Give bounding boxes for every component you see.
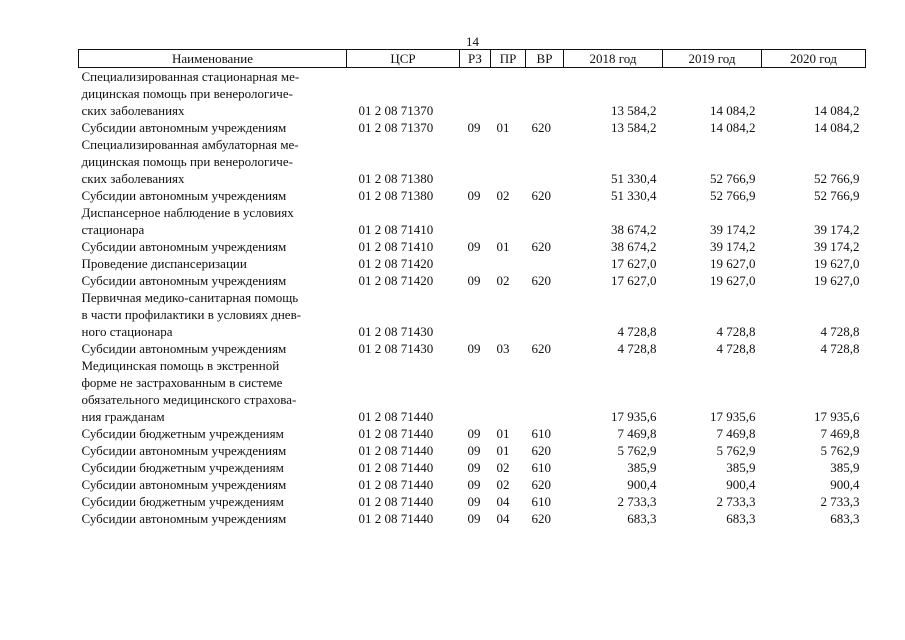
row-vr: 620 xyxy=(531,511,551,526)
row-name xyxy=(79,187,347,204)
row-name-line: Медицинская помощь в экстренной xyxy=(81,358,280,373)
row-rz xyxy=(460,68,491,120)
row-2020: 19 627,0 xyxy=(814,273,860,288)
row-rz: 09 xyxy=(467,426,481,441)
table-row xyxy=(79,442,866,459)
row-name-line: Субсидии бюджетным учреждениям xyxy=(81,494,284,509)
table-row xyxy=(79,187,866,204)
row-csr: 01 2 08 71380 xyxy=(358,171,434,186)
row-2020: 39 174,2 xyxy=(814,222,860,237)
row-name xyxy=(79,68,347,120)
table-row xyxy=(79,255,866,272)
page-number: 14 xyxy=(466,34,479,49)
row-vr xyxy=(526,136,564,187)
table-row xyxy=(79,289,866,340)
row-name-line: Субсидии автономным учреждениям xyxy=(81,477,287,492)
row-2019: 19 627,0 xyxy=(710,273,756,288)
row-2018: 38 674,2 xyxy=(611,222,657,237)
row-2018: 900,4 xyxy=(627,477,657,492)
header-2019: 2019 год xyxy=(663,50,762,68)
row-2020: 7 469,8 xyxy=(820,426,860,441)
header-2018: 2018 год xyxy=(564,50,663,68)
row-name-line: дицинская помощь при венерологиче- xyxy=(81,86,293,101)
row-name-line: обязательного медицинского страхова- xyxy=(81,392,297,407)
row-name-line: Субсидии автономным учреждениям xyxy=(81,188,287,203)
row-pr: 04 xyxy=(496,511,510,526)
row-name xyxy=(79,442,347,459)
row-name-line: форме не застрахованным в системе xyxy=(81,375,283,390)
row-name-line: Субсидии автономным учреждениям xyxy=(81,273,287,288)
row-vr: 620 xyxy=(531,341,551,356)
row-2019: 7 469,8 xyxy=(716,426,756,441)
row-name-line: Субсидии бюджетным учреждениям xyxy=(81,426,284,441)
row-name-line: в части профилактики в условиях днев- xyxy=(81,307,302,322)
row-vr: 610 xyxy=(531,460,551,475)
row-rz: 09 xyxy=(467,239,481,254)
row-csr: 01 2 08 71440 xyxy=(358,409,434,424)
row-name-line: стационара xyxy=(81,222,145,237)
table-row xyxy=(79,238,866,255)
row-vr xyxy=(526,68,564,120)
budget-table xyxy=(78,49,866,527)
row-vr: 620 xyxy=(531,477,551,492)
row-name xyxy=(79,357,347,425)
row-pr: 01 xyxy=(496,443,510,458)
row-name xyxy=(79,255,347,272)
row-name xyxy=(79,510,347,527)
row-pr xyxy=(491,255,526,272)
row-rz: 09 xyxy=(467,273,481,288)
row-csr: 01 2 08 71370 xyxy=(358,103,434,118)
row-2018: 13 584,2 xyxy=(611,103,657,118)
row-2019: 14 084,2 xyxy=(710,103,756,118)
row-name xyxy=(79,340,347,357)
row-name-line: дицинская помощь при венерологиче- xyxy=(81,154,293,169)
row-name-line: ских заболеваниях xyxy=(81,103,185,118)
row-csr: 01 2 08 71430 xyxy=(358,324,434,339)
row-rz xyxy=(460,357,491,425)
row-rz xyxy=(460,289,491,340)
row-csr: 01 2 08 71380 xyxy=(358,188,434,203)
row-csr: 01 2 08 71420 xyxy=(358,273,434,288)
row-name xyxy=(79,136,347,187)
row-rz: 09 xyxy=(467,341,481,356)
row-pr: 03 xyxy=(496,341,510,356)
row-csr: 01 2 08 71410 xyxy=(358,222,434,237)
row-name-line: Субсидии автономным учреждениям xyxy=(81,120,287,135)
header-vr: ВР xyxy=(526,50,564,68)
row-name-line: Субсидии автономным учреждениям xyxy=(81,511,287,526)
row-2018: 13 584,2 xyxy=(611,120,657,135)
row-2020: 14 084,2 xyxy=(814,103,860,118)
table-row xyxy=(79,119,866,136)
table-row xyxy=(79,476,866,493)
row-rz: 09 xyxy=(467,188,481,203)
row-csr: 01 2 08 71440 xyxy=(358,494,434,509)
row-csr: 01 2 08 71370 xyxy=(358,120,434,135)
row-2020: 4 728,8 xyxy=(820,324,860,339)
row-name-line: Субсидии автономным учреждениям xyxy=(81,239,287,254)
table-row xyxy=(79,510,866,527)
row-2018: 385,9 xyxy=(627,460,657,475)
row-2018: 17 627,0 xyxy=(611,256,657,271)
row-rz: 09 xyxy=(467,477,481,492)
header-name: Наименование xyxy=(79,50,347,68)
row-rz xyxy=(460,136,491,187)
row-rz: 09 xyxy=(467,494,481,509)
row-pr: 01 xyxy=(496,426,510,441)
row-2019: 39 174,2 xyxy=(710,222,756,237)
row-2018: 4 728,8 xyxy=(617,324,657,339)
table-row xyxy=(79,425,866,442)
row-2019: 683,3 xyxy=(726,511,756,526)
header-csr: ЦСР xyxy=(347,50,460,68)
row-2020: 14 084,2 xyxy=(814,120,860,135)
row-2020: 5 762,9 xyxy=(820,443,860,458)
row-name xyxy=(79,238,347,255)
row-name-line: Субсидии автономным учреждениям xyxy=(81,341,287,356)
row-pr xyxy=(491,204,526,238)
row-2020: 52 766,9 xyxy=(814,188,860,203)
row-2018: 17 935,6 xyxy=(611,409,657,424)
row-2018: 5 762,9 xyxy=(617,443,657,458)
row-2018: 51 330,4 xyxy=(611,188,657,203)
row-2019: 4 728,8 xyxy=(716,341,756,356)
row-2018: 17 627,0 xyxy=(611,273,657,288)
row-2019: 19 627,0 xyxy=(710,256,756,271)
row-csr: 01 2 08 71430 xyxy=(358,341,434,356)
row-rz xyxy=(460,204,491,238)
table-header xyxy=(79,50,866,68)
table-row xyxy=(79,204,866,238)
header-pr: ПР xyxy=(491,50,526,68)
row-2019: 4 728,8 xyxy=(716,324,756,339)
row-pr xyxy=(491,68,526,120)
row-vr: 620 xyxy=(531,273,551,288)
row-rz: 09 xyxy=(467,120,481,135)
row-vr: 620 xyxy=(531,188,551,203)
table-row xyxy=(79,272,866,289)
header-row xyxy=(79,50,866,68)
row-pr: 02 xyxy=(496,460,510,475)
table-row xyxy=(79,340,866,357)
row-pr xyxy=(491,357,526,425)
row-2020: 2 733,3 xyxy=(820,494,860,509)
table-body xyxy=(79,68,866,528)
row-name-line: Специализированная стационарная ме- xyxy=(81,69,300,84)
header-rz: РЗ xyxy=(460,50,491,68)
row-2018: 2 733,3 xyxy=(617,494,657,509)
row-vr xyxy=(526,289,564,340)
row-pr xyxy=(491,136,526,187)
row-vr xyxy=(526,255,564,272)
row-name-line: Первичная медико-санитарная помощь xyxy=(81,290,299,305)
row-2020: 52 766,9 xyxy=(814,171,860,186)
row-pr xyxy=(491,289,526,340)
row-name xyxy=(79,459,347,476)
row-csr: 01 2 08 71420 xyxy=(358,256,434,271)
row-name xyxy=(79,119,347,136)
row-2019: 52 766,9 xyxy=(710,171,756,186)
row-2020: 19 627,0 xyxy=(814,256,860,271)
row-name-line: Проведение диспансеризации xyxy=(81,256,247,271)
row-2019: 17 935,6 xyxy=(710,409,756,424)
row-name-line: Специализированная амбулаторная ме- xyxy=(81,137,299,152)
row-2018: 4 728,8 xyxy=(617,341,657,356)
row-csr: 01 2 08 71440 xyxy=(358,460,434,475)
row-csr: 01 2 08 71440 xyxy=(358,477,434,492)
row-name-line: ния гражданам xyxy=(81,409,165,424)
table-row xyxy=(79,459,866,476)
row-name xyxy=(79,289,347,340)
row-pr: 02 xyxy=(496,188,510,203)
row-vr xyxy=(526,357,564,425)
row-2019: 2 733,3 xyxy=(716,494,756,509)
row-csr: 01 2 08 71410 xyxy=(358,239,434,254)
row-vr: 620 xyxy=(531,443,551,458)
row-csr: 01 2 08 71440 xyxy=(358,426,434,441)
row-rz: 09 xyxy=(467,460,481,475)
row-2020: 385,9 xyxy=(830,460,860,475)
row-rz xyxy=(460,255,491,272)
row-name xyxy=(79,272,347,289)
row-2020: 4 728,8 xyxy=(820,341,860,356)
row-rz: 09 xyxy=(467,443,481,458)
row-2020: 900,4 xyxy=(830,477,860,492)
row-2020: 39 174,2 xyxy=(814,239,860,254)
row-vr: 610 xyxy=(531,426,551,441)
row-2019: 52 766,9 xyxy=(710,188,756,203)
row-name xyxy=(79,204,347,238)
row-2019: 900,4 xyxy=(726,477,756,492)
row-2019: 5 762,9 xyxy=(716,443,756,458)
row-2019: 39 174,2 xyxy=(710,239,756,254)
table-row xyxy=(79,68,866,120)
row-2018: 683,3 xyxy=(627,511,657,526)
row-csr: 01 2 08 71440 xyxy=(358,443,434,458)
row-rz: 09 xyxy=(467,511,481,526)
table-row xyxy=(79,357,866,425)
row-2018: 38 674,2 xyxy=(611,239,657,254)
table-row xyxy=(79,136,866,187)
row-vr: 620 xyxy=(531,120,551,135)
row-pr: 04 xyxy=(496,494,510,509)
table-row xyxy=(79,493,866,510)
row-pr: 02 xyxy=(496,477,510,492)
row-name-line: Субсидии бюджетным учреждениям xyxy=(81,460,284,475)
row-name-line: Субсидии автономным учреждениям xyxy=(81,443,287,458)
row-name xyxy=(79,493,347,510)
row-2018: 7 469,8 xyxy=(617,426,657,441)
row-vr: 610 xyxy=(531,494,551,509)
row-vr: 620 xyxy=(531,239,551,254)
row-vr xyxy=(526,204,564,238)
row-2018: 51 330,4 xyxy=(611,171,657,186)
row-name xyxy=(79,425,347,442)
row-name-line: Диспансерное наблюдение в условиях xyxy=(81,205,294,220)
row-2020: 17 935,6 xyxy=(814,409,860,424)
row-2019: 14 084,2 xyxy=(710,120,756,135)
row-2019: 385,9 xyxy=(726,460,756,475)
row-2020: 683,3 xyxy=(830,511,860,526)
row-csr: 01 2 08 71440 xyxy=(358,511,434,526)
row-pr: 01 xyxy=(496,239,510,254)
row-name xyxy=(79,476,347,493)
row-pr: 02 xyxy=(496,273,510,288)
row-pr: 01 xyxy=(496,120,510,135)
header-2020: 2020 год xyxy=(762,50,866,68)
row-name-line: ских заболеваниях xyxy=(81,171,185,186)
row-name-line: ного стационара xyxy=(81,324,173,339)
